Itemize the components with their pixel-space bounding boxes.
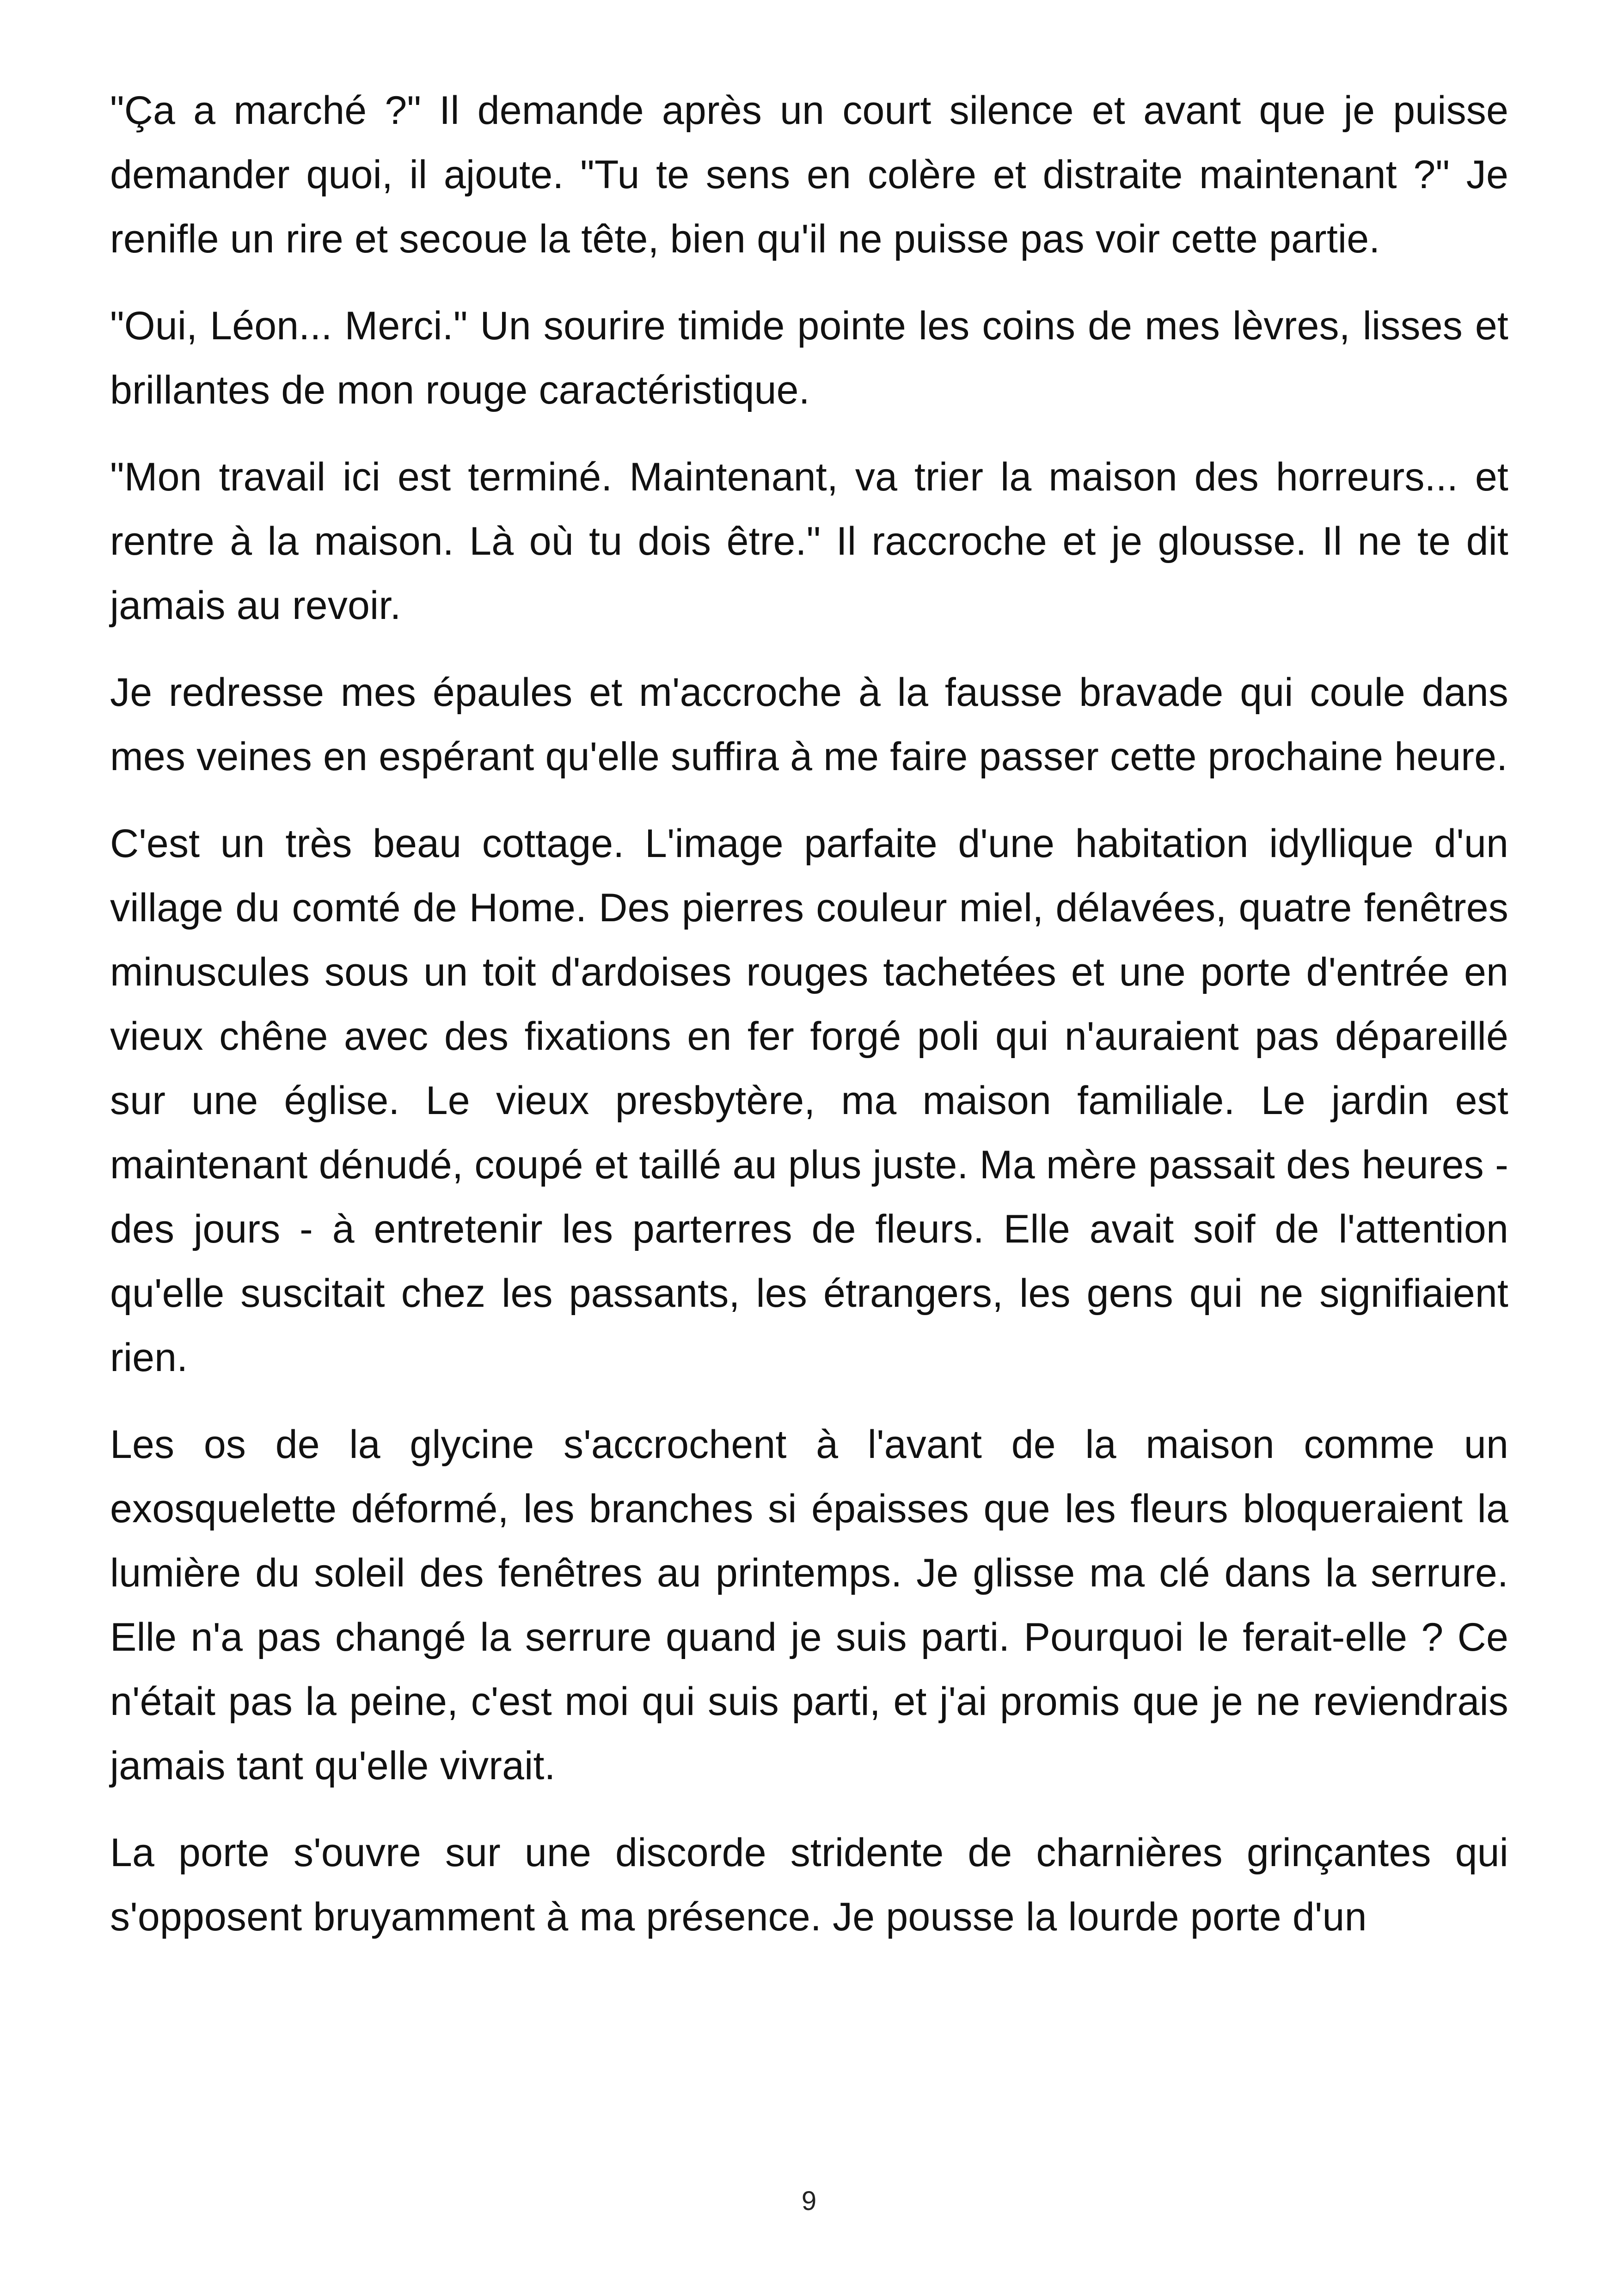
paragraph-7: La porte s'ouvre sur une discorde stridente de charnières grinçantes qui s'opposent bruyamment à ma présence. Je pousse la lourde porte d'un — [110, 1831, 1508, 1939]
body-text — [110, 79, 1508, 1949]
paragraph-5: C'est un très beau cottage. L'image parfaite d'une habitation idyllique d'un village du comté de Home. Des pierres couleur miel, délavées, quatre fenêtres minuscules sous un toit d'ardoises rouges tachetées et une porte d'entrée en vieux chêne avec des fixations en fer forgé poli qui n'auraient pas dépareillé sur une église. Le vieux presbytère, ma maison familiale. Le jardin est maintenant dénudé, coupé et taillé au plus juste. Ma mère passait des heures - des jours - à entretenir les parterres de fleurs. Elle avait soif de l'attention qu'elle suscitait chez les passants, les étrangers, les gens qui ne signifiaient rien. — [110, 821, 1508, 1380]
page-number: 9 — [801, 2186, 817, 2216]
paragraph-6: Les os de la glycine s'accrochent à l'avant de la maison comme un exosquelette déformé, les branches si épaisses que les fleurs bloqueraient la lumière du soleil des fenêtres au printemps. Je glisse ma clé dans la serrure. Elle n'a pas changé la serrure quand je suis parti. Pourquoi le ferait-elle ? Ce n'était pas la peine, c'est moi qui suis parti, et j'ai promis que je ne reviendrais jamais tant qu'elle vivrait. — [110, 1422, 1508, 1788]
paragraph-2: "Oui, Léon... Merci." Un sourire timide pointe les coins de mes lèvres, lisses et brillantes de mon rouge caractéristique. — [110, 304, 1508, 412]
paragraph-3: "Mon travail ici est terminé. Maintenant, va trier la maison des horreurs... et rentre à la maison. Là où tu dois être." Il raccroche et je glousse. Il ne te dit jamais au revoir. — [110, 455, 1508, 628]
paragraph-4: Je redresse mes épaules et m'accroche à la fausse bravade qui coule dans mes veines en espérant qu'elle suffira à me faire passer cette prochaine heure. — [110, 670, 1508, 779]
paragraph-1: "Ça a marché ?" Il demande après un court silence et avant que je puisse demander quoi, il ajoute. "Tu te sens en colère et distraite maintenant ?" Je renifle un rire et secoue la tête, bien qu'il ne puisse pas voir cette partie. — [110, 88, 1508, 261]
